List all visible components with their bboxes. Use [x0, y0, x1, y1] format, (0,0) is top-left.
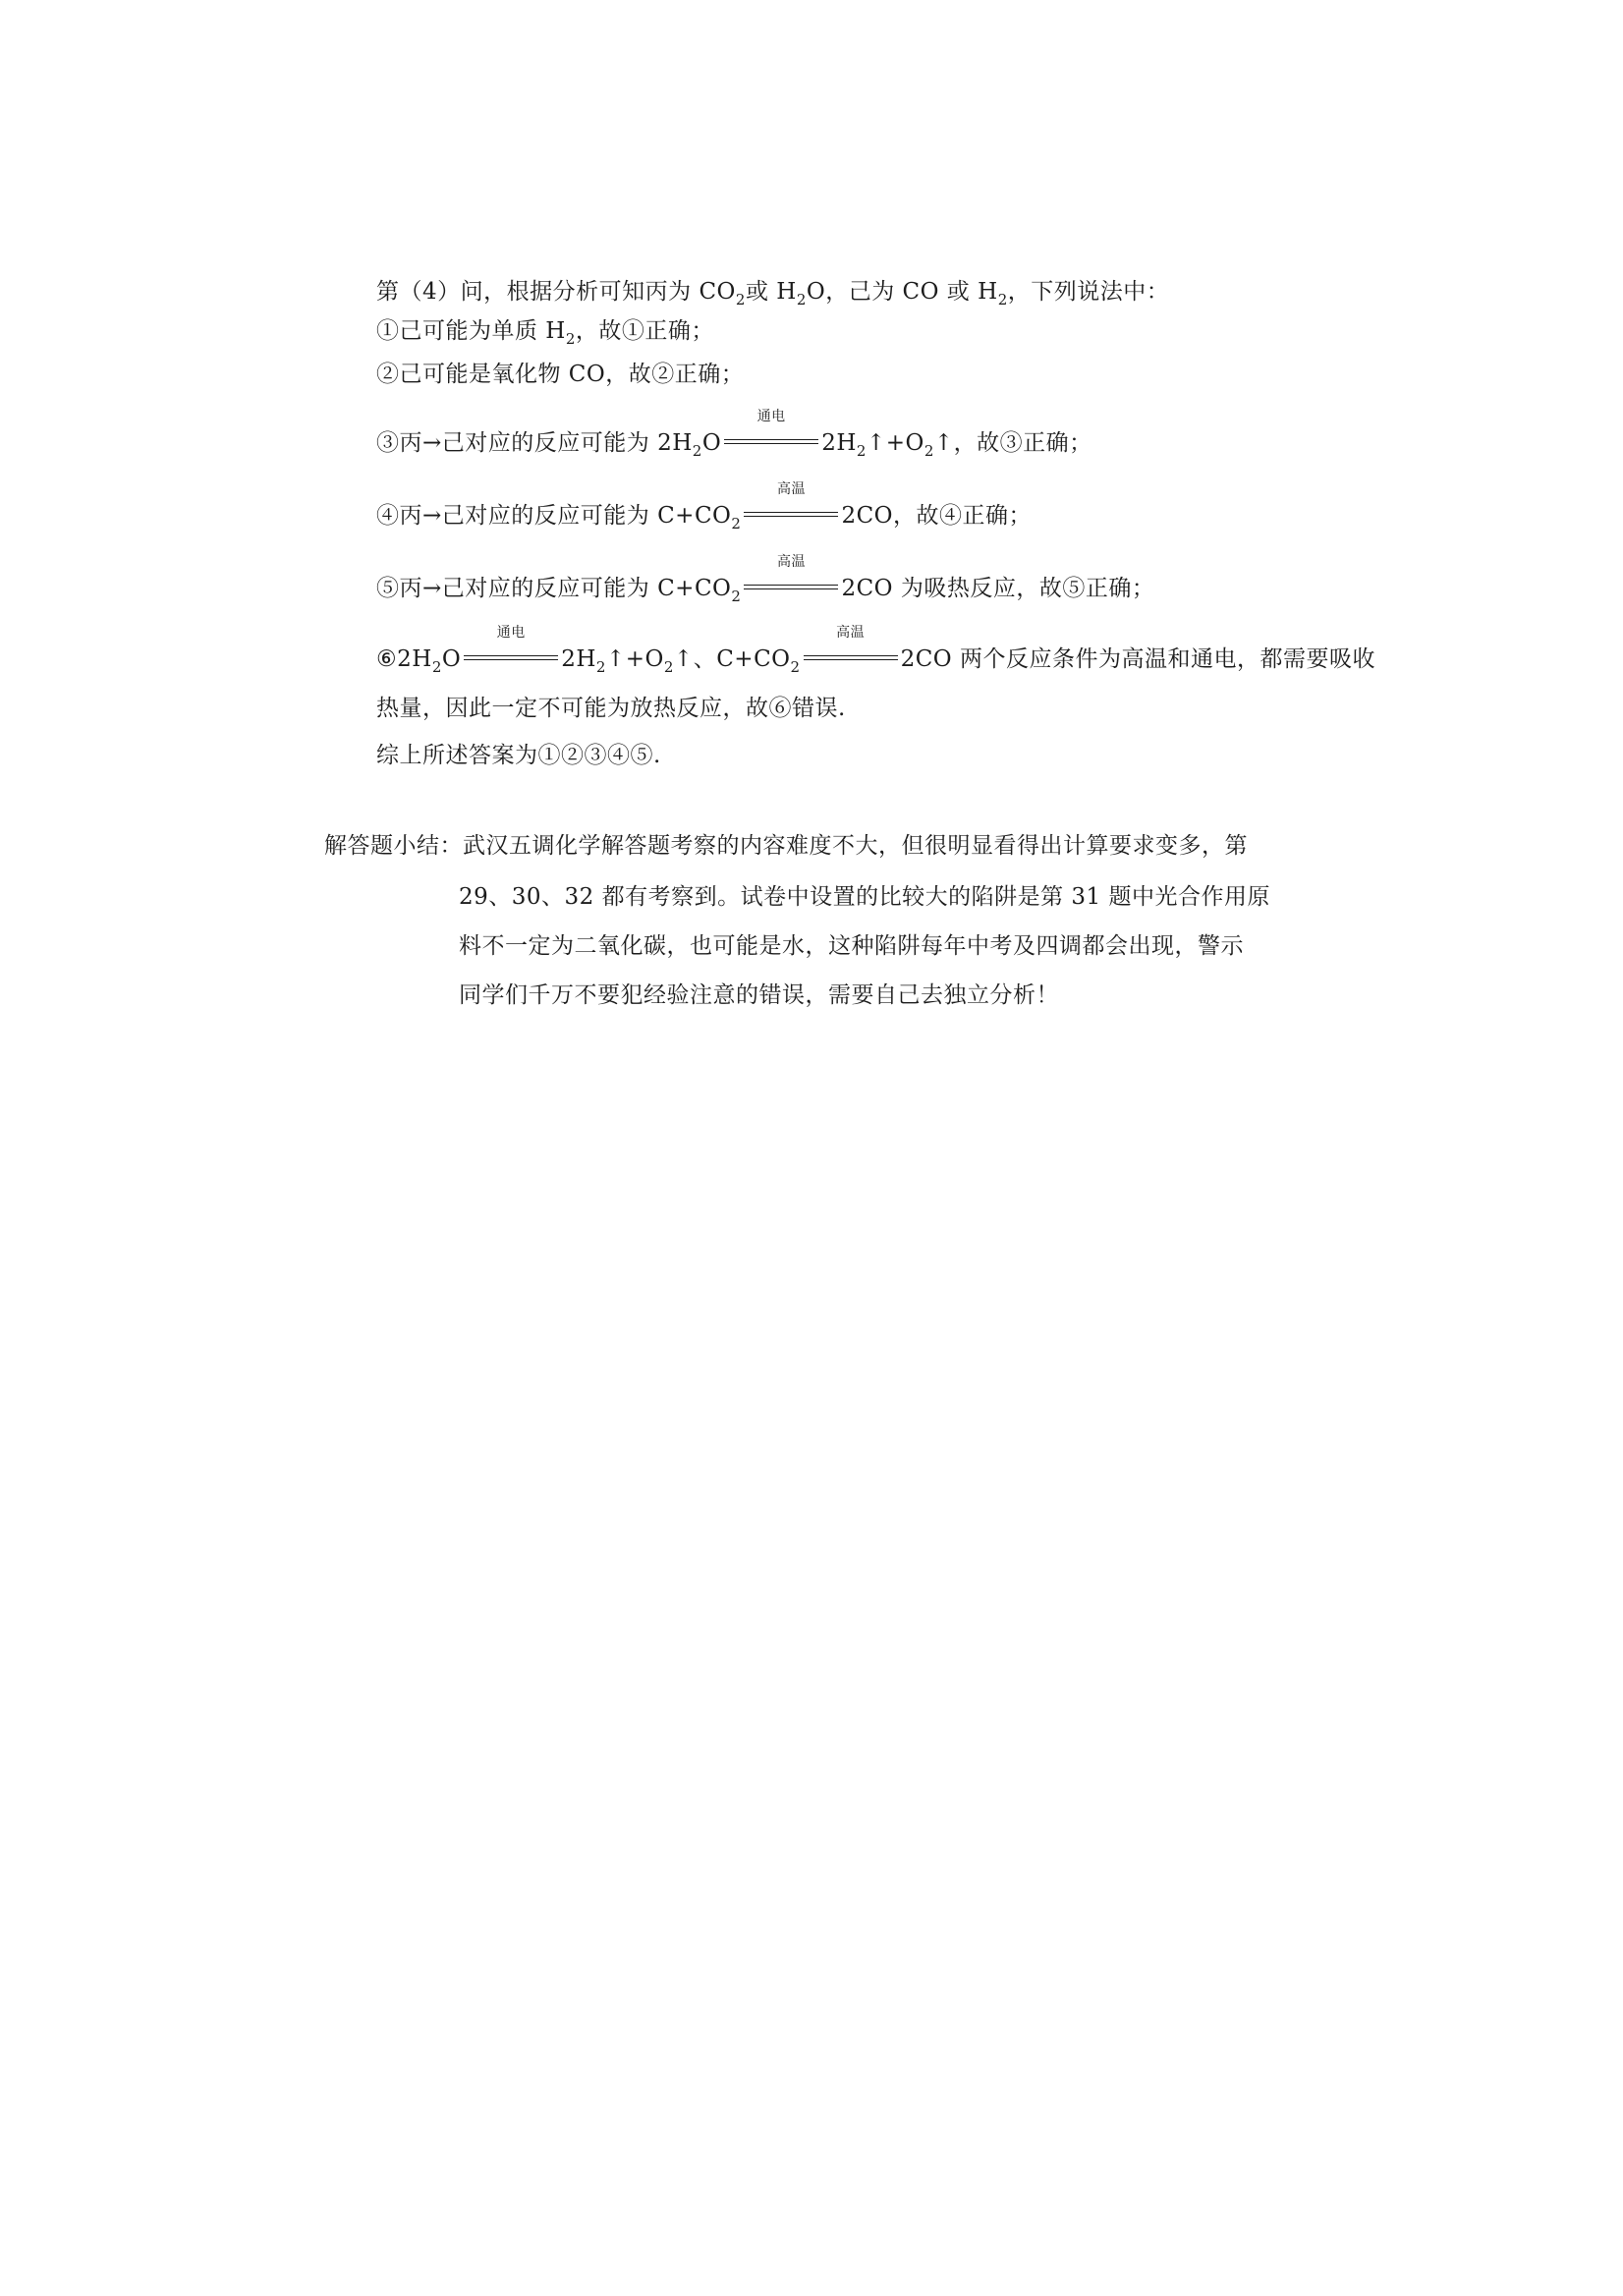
q4-statement-4 — [376, 481, 1033, 534]
text: ↑+O — [605, 646, 664, 672]
text: O — [701, 430, 722, 456]
reaction-condition-equals — [742, 554, 840, 605]
subscript: 2 — [731, 515, 742, 532]
text: ，下列说法中： — [1007, 279, 1170, 305]
text: O — [441, 646, 462, 672]
subscript: 2 — [856, 442, 867, 460]
double-line — [744, 512, 838, 517]
q4-statement-6-cont — [376, 692, 846, 725]
text: 2H — [561, 646, 596, 672]
summary-line-4 — [459, 979, 1059, 1012]
q4-conclusion — [376, 739, 661, 772]
q4-statement-1 — [376, 314, 714, 350]
subscript: 2 — [790, 658, 801, 676]
subscript: 2 — [997, 291, 1008, 308]
q4-statement-2 — [376, 358, 744, 391]
condition-label: 通电 — [756, 409, 786, 424]
subscript: 2 — [663, 658, 674, 676]
text: ①己可能为单质 H — [376, 318, 566, 344]
subscript: 2 — [796, 291, 807, 308]
text: 2CO 两个反应条件为高温和通电，都需要吸收 — [900, 646, 1375, 672]
text: 2CO 为吸热反应，故⑤正确； — [841, 576, 1155, 601]
summary-line-2 — [459, 880, 1270, 914]
q4-statement-3 — [376, 409, 1092, 462]
subscript: 2 — [923, 442, 934, 460]
double-line — [724, 439, 818, 444]
text: ↑、C+CO — [673, 646, 791, 672]
text: ⑥2H — [376, 646, 432, 672]
text: ⑤丙→己对应的反应可能为 C+CO — [376, 576, 732, 601]
summary-line-3 — [459, 929, 1244, 963]
subscript: 2 — [692, 442, 702, 460]
reaction-condition-equals — [742, 481, 840, 532]
text: O，己为 CO 或 H — [806, 279, 998, 305]
double-line — [744, 585, 838, 589]
text: 解答题小结：武汉五调化学解答题考察的内容难度不大，但很明显看得出计算要求变多，第 — [324, 833, 1248, 859]
q4-statement-6 — [376, 625, 1375, 678]
reaction-condition-equals — [802, 625, 900, 676]
text: ②己可能是氧化物 CO，故②正确； — [376, 362, 745, 387]
text: ↑+O — [866, 430, 924, 456]
subscript: 2 — [595, 658, 606, 676]
text: 2H — [821, 430, 857, 456]
text: ④丙→己对应的反应可能为 C+CO — [376, 503, 732, 529]
text: ↑，故③正确； — [933, 430, 1092, 456]
condition-label: 高温 — [776, 554, 806, 570]
subscript: 2 — [731, 588, 742, 605]
reaction-condition-equals — [722, 409, 820, 460]
subscript: 2 — [431, 658, 442, 676]
reaction-condition-equals — [462, 625, 560, 676]
text: 综上所述答案为①②③④⑤. — [376, 743, 661, 768]
text: 或 H — [745, 279, 797, 305]
text: 同学们千万不要犯经验注意的错误，需要自己去独立分析！ — [459, 982, 1059, 1008]
double-line — [804, 655, 898, 660]
text: ③丙→己对应的反应可能为 2H — [376, 430, 693, 456]
condition-label: 高温 — [836, 625, 866, 641]
subscript: 2 — [565, 330, 576, 348]
double-line — [464, 655, 558, 660]
text: ，故①正确； — [575, 318, 714, 344]
condition-label: 高温 — [776, 481, 806, 497]
subscript: 2 — [735, 291, 746, 308]
text: 料不一定为二氧化碳，也可能是水，这种陷阱每年中考及四调都会出现，警示 — [459, 933, 1244, 959]
condition-label: 通电 — [496, 625, 526, 641]
q4-statement-5 — [376, 554, 1155, 607]
summary-heading-line — [324, 829, 1248, 863]
text: 热量，因此一定不可能为放热反应，故⑥错误. — [376, 696, 846, 721]
text: 2CO，故④正确； — [841, 503, 1033, 529]
q4-intro — [376, 275, 1169, 310]
text: 第（4）问，根据分析可知丙为 CO — [376, 279, 736, 305]
text: 29、30、32 都有考察到。试卷中设置的比较大的陷阱是第 31 题中光合作用原 — [459, 884, 1270, 910]
